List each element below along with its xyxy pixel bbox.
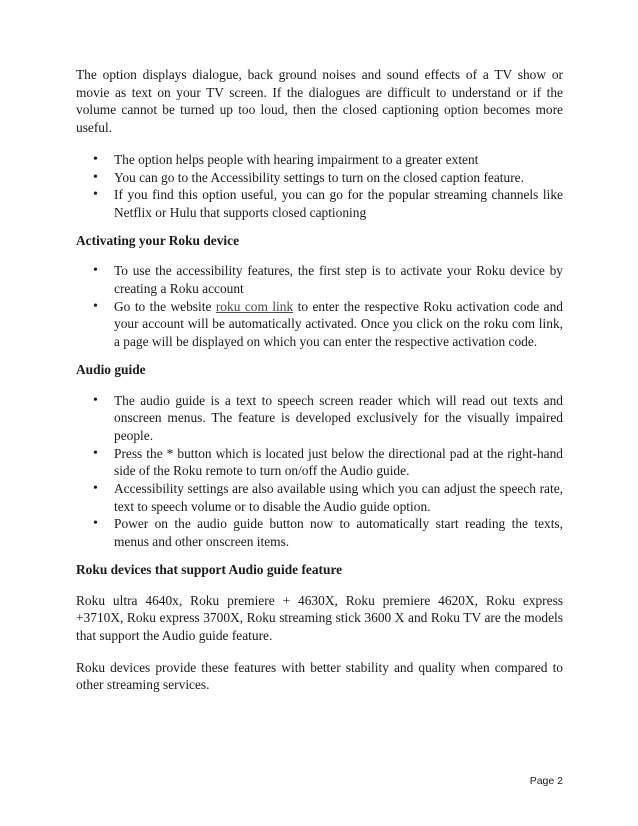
list-item <box>76 298 563 351</box>
activating-heading: Activating your Roku device <box>76 232 240 248</box>
devices-paragraph: Roku ultra 4640x, Roku premiere + 4630X, Roku premiere 4620X, Roku express +3710X, Roku express 3700X, Roku streaming stick 3600 X and Roku TV are the models that support the Audio guide feature. <box>76 592 563 643</box>
activating-list <box>76 262 563 351</box>
list-item-text: to enter the respective Roku activation code and your account will be automatically activated. Once you click on the roku com link, a page will be displayed on which you can enter the respective activation code. <box>114 298 563 350</box>
intro-paragraph: The option displays dialogue, back ground noises and sound effects of a TV show or movie as text on your TV screen. If the dialogues are difficult to understand or if the volume cannot be turned up too loud, then the closed captioning option becomes more useful. <box>76 67 563 136</box>
list-item: • Press the * button which is located just below the directional pad at the right-hand side of the Roku remote to turn on/off the Audio guide. <box>76 445 563 480</box>
list-item: • If you find this option useful, you can go for the popular streaming channels like Netflix or Hulu that supports closed captioning <box>76 186 563 221</box>
devices-heading: Roku devices that support Audio guide feature <box>76 561 343 577</box>
closing-paragraph: Roku devices provide these features with better stability and quality when compared to other streaming services. <box>76 659 563 693</box>
list-item: • The option helps people with hearing impairment to a greater extent <box>76 151 563 169</box>
list-item: • Accessibility settings are also available using which you can adjust the speech rate, text to speech volume or to disable the Audio guide option. <box>76 480 563 515</box>
list-item: • Power on the audio guide button now to automatically start reading the texts, menus and other onscreen items. <box>76 515 563 550</box>
list-item: • To use the accessibility features, the first step is to activate your Roku device by creating a Roku account <box>76 262 563 297</box>
audio-guide-heading: Audio guide <box>76 361 146 377</box>
list-item: • You can go to the Accessibility settings to turn on the closed caption feature. <box>76 169 563 187</box>
list-item: • The audio guide is a text to speech screen reader which will read out texts and onscreen menus. The feature is developed exclusively for the visually impaired people. <box>76 392 563 445</box>
audio-guide-list <box>76 392 563 551</box>
page-number: Page 2 <box>529 775 563 787</box>
list-item-text: Go to the website <box>114 298 216 314</box>
document-page <box>76 66 563 708</box>
roku-com-link[interactable]: roku com link <box>215 298 294 314</box>
closed-caption-list <box>76 151 563 222</box>
